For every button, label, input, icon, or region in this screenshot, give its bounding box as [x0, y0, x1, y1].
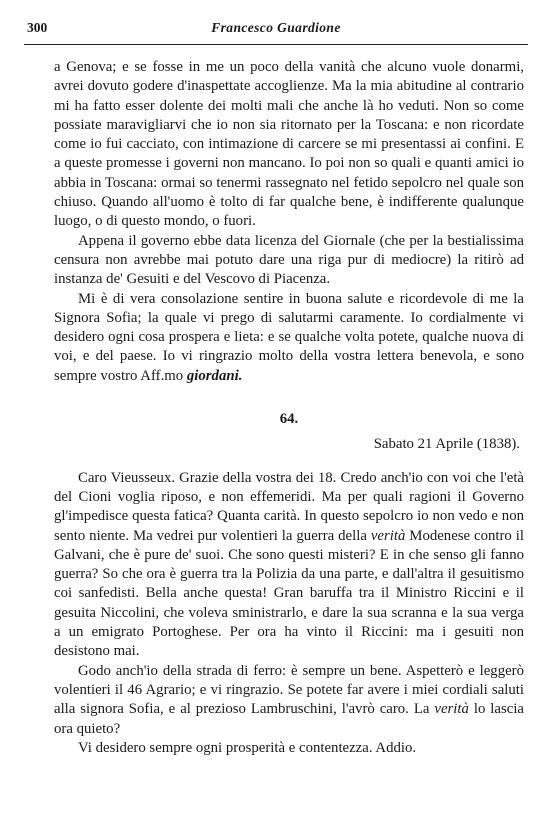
letter-number: 64.	[279, 411, 299, 428]
running-title: Francesco Guardione	[211, 20, 341, 35]
header-rule	[24, 44, 528, 45]
page-number: 300	[27, 20, 48, 35]
paragraph-2-part-b: lo lascia ora quieto?	[54, 701, 524, 737]
page-header	[24, 20, 528, 42]
verita-italic-1: verità	[370, 527, 406, 544]
letter-64-paragraph-2	[54, 662, 524, 739]
letter-63-paragraph-1: a Genova; e se fosse in me un poco della vanità che alcuno vuole donarmi, avrei dovuto godere d'inaspettate accoglienze. Ma la mia abitudine al contrario mi ha fatto esser dolente dei molti mali che anche là ho veduti. Non so come possiate maravigliarvi che io non sia ritornato per la Toscana: e non ricordate come io fui cacciato, con intimazione di carcere se mi presentassi ai confini. E a queste promesse i governi non mancano. Io poi non so quali e quanti amici io abbia in Toscana: ormai so tenermi rassegnato nel fetido sepolcro nel quale son chiuso. Quando all'uomo è tolto di far qualche bene, è indifferente qualunque luogo, o di questo mondo, o fuori.	[54, 59, 524, 230]
letter-63-paragraph-2: Appena il governo ebbe data licenza del Giornale (che per la bestialissima censura non avrebbe mai potuto dare una riga pur di mediocre) la ritirò ad instanza de' Gesuiti e del Vescovo di Piacenza.	[54, 232, 524, 288]
letter-64-paragraph-1	[54, 469, 524, 662]
letter-64-paragraph-3: Vi desidero sempre ogni prosperità e contentezza. Addio.	[78, 739, 417, 756]
paragraph-1-part-a: Caro Vieusseux. Grazie della vostra dei 18. Credo anch'io con voi che l'età del Cioni voglia riposo, e non effemeridi. Ma per quali ragioni il Governo gl'impedisce questa fatica? Quanta carità. In questo sepolcro io non vedo e non sento niente. Ma vedrei pur volentieri la guerra della	[54, 469, 524, 544]
letter-date: Sabato 21 Aprile (1838).	[373, 436, 520, 453]
letter-63-paragraph-3	[54, 290, 524, 386]
letter-63-closing-text: Mi è di vera consolazione sentire in buona salute e ricordevole di me la Signora Sofia; la quale vi prego di salutarmi caramente. Io cordialmente vi desidero ogni cosa prospera e lieta: e se qualche volta potete, qualche nuova di voi, e del paese. Io vi ringrazio molto della vostra lettera benevola, e sono sempre vostro Aff.mo	[54, 290, 524, 384]
verita-italic-2: verità	[434, 701, 469, 718]
page-body	[54, 58, 524, 758]
paragraph-2-part-a: Godo anch'io della strada di ferro: è sempre un bene. Aspetterò e leggerò volentieri il 46 Agrario; e vi ringrazio. Se potete far avere i miei cordiali saluti alla signora Sofia, e al prezioso Lambruschini, l'avrò caro. La	[54, 662, 524, 718]
signature: giordani.	[186, 367, 243, 384]
paragraph-1-part-b: Modenese contro il Galvani, che è pure de' suoi. Che sono questi misteri? E in che senso gli fanno guerra? So che ora è guerra tra la Polizia da una parte, e dall'altra il gesuitismo coi sanfedisti. Bella anche questa! Gran baruffa tra il Ministro Riccini e il gesuita Niccolini, che voleva sministrarlo, e dare la sua scranna e la sua verga a un emigrato Portoghese. Per ora ha vinto il Riccini: ma i gesuiti non desistono mai.	[54, 527, 524, 660]
